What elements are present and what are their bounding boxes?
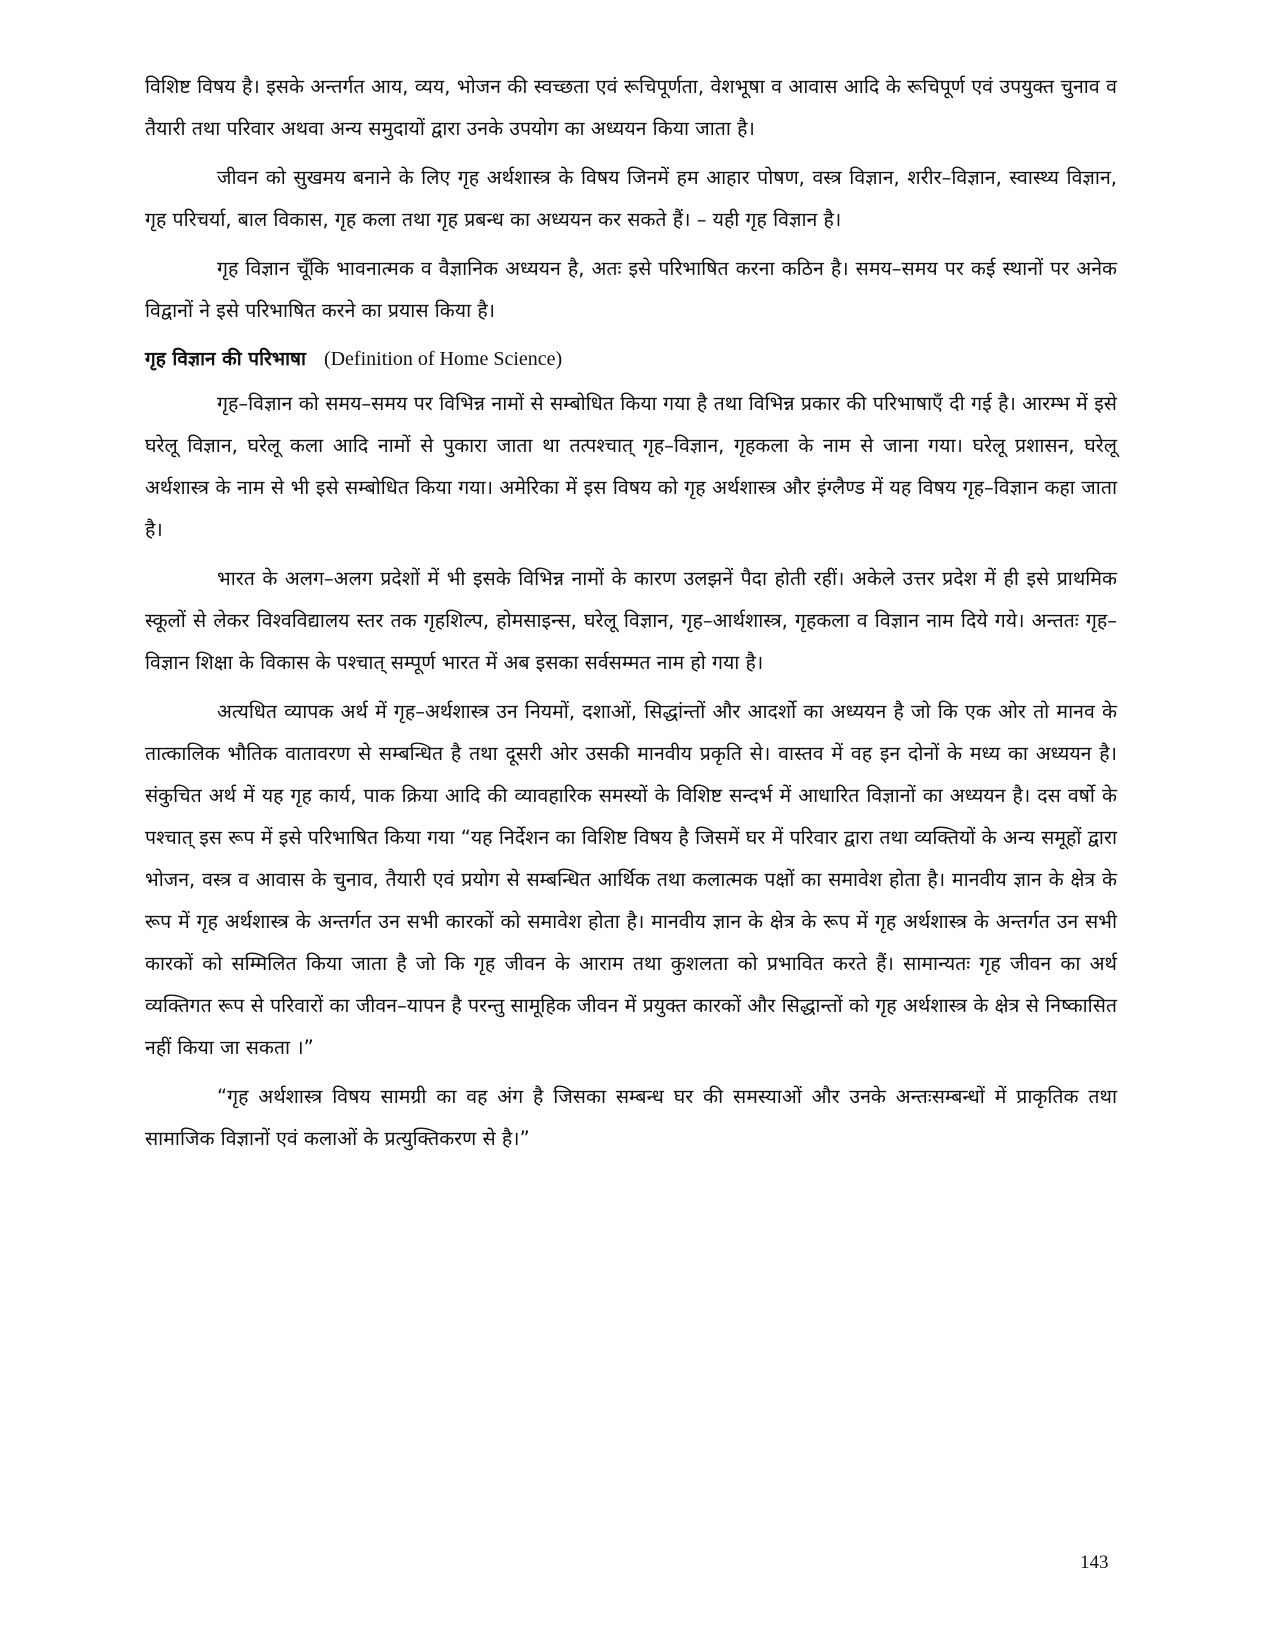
paragraph-3: गृह विज्ञान चूँकि भावनात्मक व वैज्ञानिक अध्ययन है, अतः इसे परिभाषित करना कठिन है। समय–समय पर कई स्थानों पर अनेक विद्वानों ने इसे परिभाषित करने का प्रयास किया है। (145, 257, 1117, 322)
section-heading-hindi: गृह विज्ञान की परिभाषा (145, 348, 306, 370)
paragraph-5: भारत के अलग–अलग प्रदेशों में भी इसके विभिन्न नामों के कारण उलझनें पैदा होती रहीं। अकेले उत्तर प्रदेश में ही इसे प्राथमिक स्कूलों से लेकर विश्वविद्यालय स्तर तक गृहशिल्प, होमसाइन्स, घरेलू विज्ञान, गृह–आर्थशास्त्र, गृहकला व विज्ञान नाम दिये गये। अन्ततः गृह–विज्ञान शिक्षा के विकास के पश्चात् सम्पूर्ण भारत में अब इसका सर्वसम्मत नाम हो गया है। (145, 567, 1117, 674)
paragraph-1: विशिष्ट विषय है। इसके अन्तर्गत आय, व्यय, भोजन की स्वच्छता एवं रूचिपूर्णता, वेशभूषा व आवास आदि के रूचिपूर्ण एवं उपयुक्त चुनाव व तैयारी तथा परिवार अथवा अन्य समुदायों द्वारा उनके उपयोग का अध्ययन किया जाता है। (145, 75, 1117, 140)
paragraph-2: जीवन को सुखमय बनाने के लिए गृह अर्थशास्त्र के विषय जिनमें हम आहार पोषण, वस्त्र विज्ञान, शरीर–विज्ञान, स्वास्थ्य विज्ञान, गृह परिचर्या, बाल विकास, गृह कला तथा गृह प्रबन्ध का अध्ययन कर सकते हैं। – यही गृह विज्ञान है। (145, 166, 1117, 231)
section-heading-english: (Definition of Home Science) (323, 348, 563, 370)
paragraph-6: अत्यधित व्यापक अर्थ में गृह–अर्थशास्त्र उन नियमों, दशाओं, सिद्धांन्तों और आदर्शो का अध्ययन है जो कि एक ओर तो मानव के तात्कालिक भौतिक वातावरण से सम्बन्धित है तथा दूसरी ओर उसकी मानवीय प्रकृति से। वास्तव में वह इन दोनों के मध्य का अध्ययन है। संकुचित अर्थ में यह गृह कार्य, पाक क्रिया आदि की व्यावहारिक समस्यों के विशिष्ट सन्दर्भ में आधारित विज्ञानों का अध्ययन है। दस वर्षो के पश्चात् इस रूप में इसे परिभाषित किया गया “यह निर्देशन का विशिष्ट विषय है जिसमें घर में परिवार द्वारा तथा व्यक्तियों के अन्य समूहों द्वारा भोजन, वस्त्र व आवास के चुनाव, तैयारी एवं प्रयोग से सम्बन्धित आर्थिक तथा कलात्मक पक्षों का समावेश होता है। मानवीय ज्ञान के क्षेत्र के रूप में गृह अर्थशास्त्र के अन्तर्गत उन सभी कारकों को समावेश होता है। मानवीय ज्ञान के क्षेत्र के रूप में गृह अर्थशास्त्र के अन्तर्गत उन सभी कारकों को सम्मिलित किया जाता है जो कि गृह जीवन के आराम तथा कुशलता को प्रभावित करते हैं। सामान्यतः गृह जीवन का अर्थ व्यक्तिगत रूप से परिवारों का जीवन–यापन है परन्तु सामूहिक जीवन में प्रयुक्त कारकों और सिद्धान्तों को गृह अर्थशास्त्र के क्षेत्र से निष्कासित नहीं किया जा सकता ।” (145, 700, 1117, 1059)
section-heading (145, 339, 1117, 379)
paragraph-4: गृह–विज्ञान को समय–समय पर विभिन्न नामों से सम्बोधित किया गया है तथा विभिन्न प्रकार की परिभाषाएँ दी गई है। आरम्भ में इसे घरेलू विज्ञान, घरेलू कला आदि नामों से पुकारा जाता था तत्पश्चात् गृह–विज्ञान, गृहकला के नाम से जाना गया। घरेलू प्रशासन, घरेलू अर्थशास्त्र के नाम से भी इसे सम्बोधित किया गया। अमेरिका में इस विषय को गृह अर्थशास्त्र और इंग्लैण्ड में यह विषय गृह–विज्ञान कहा जाता है। (145, 392, 1117, 541)
page-number: 143 (1080, 1552, 1109, 1573)
page-content (145, 66, 1117, 1167)
paragraph-7: “गृह अर्थशास्त्र विषय सामग्री का वह अंग है जिसका सम्बन्ध घर की समस्याओं और उनके अन्तःसम्बन्धों में प्राकृतिक तथा सामाजिक विज्ञानों एवं कलाओं के प्रत्युक्तिकरण से है।” (145, 1085, 1117, 1150)
